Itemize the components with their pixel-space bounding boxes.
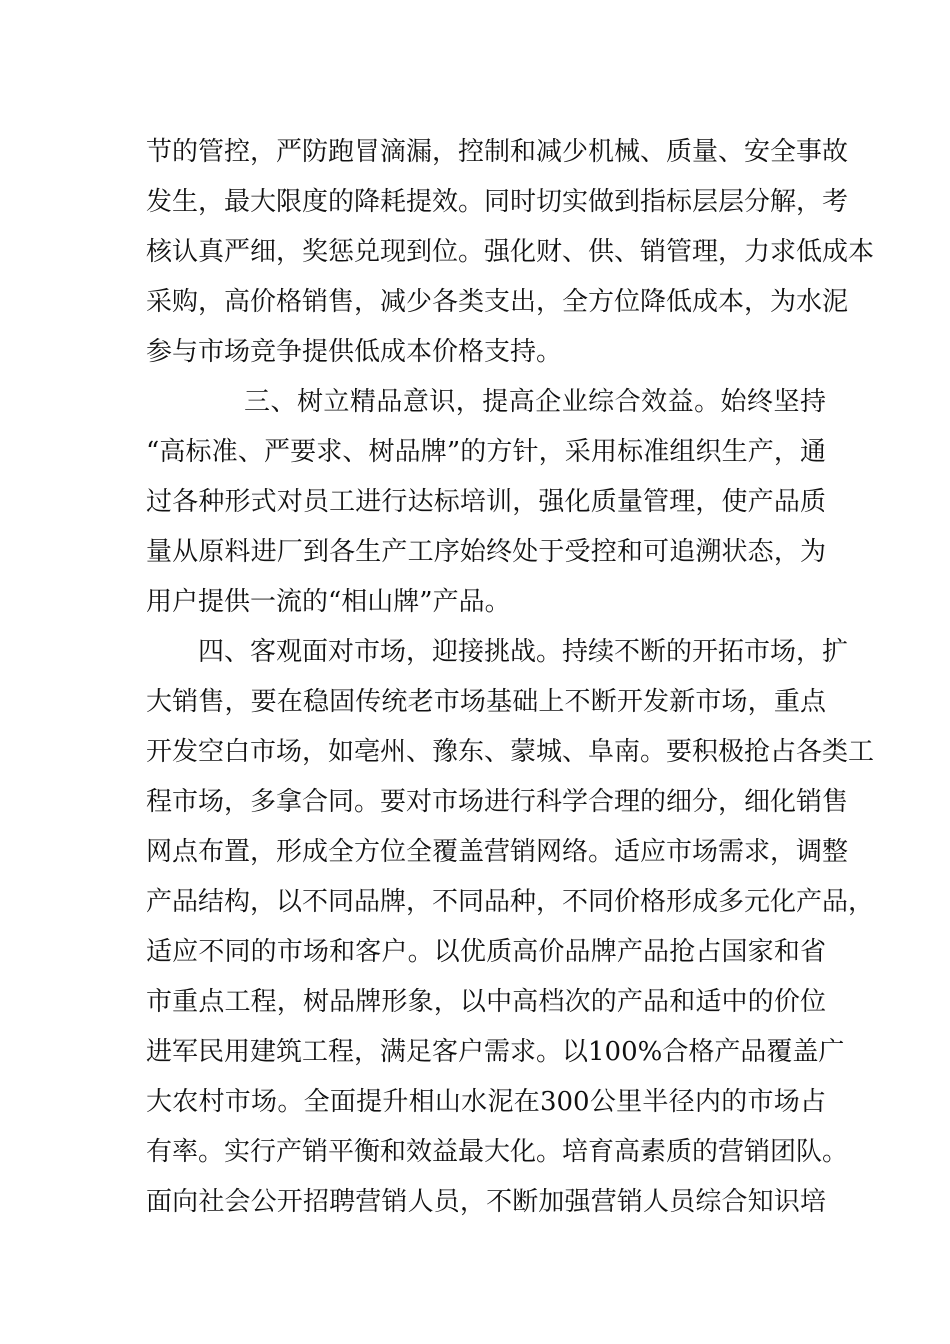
text-line-3: 核认真严细，奖惩兑现到位。强化财、供、销管理，力求低成本: [146, 237, 875, 267]
text-line-8: 过各种形式对员工进行达标培训，强化质量管理，使产品质: [146, 487, 826, 517]
text-line-12: 大销售，要在稳固传统老市场基础上不断开发新市场，重点: [146, 687, 826, 717]
text-line-19: 进军民用建筑工程，满足客户需求。以100%合格产品覆盖广: [146, 1037, 845, 1067]
text-line-18: 市重点工程，树品牌形象，以中高档次的产品和适中的价位: [146, 987, 826, 1017]
text-line-17: 适应不同的市场和客户。以优质高价品牌产品抢占国家和省: [146, 937, 826, 967]
text-line-20: 大农村市场。全面提升相山水泥在300公里半径内的市场占: [146, 1087, 826, 1117]
text-line-15: 网点布置，形成全方位全覆盖营销网络。适应市场需求，调整: [146, 837, 849, 867]
text-line-6: 三、树立精品意识，提高企业综合效益。始终坚持: [244, 387, 826, 417]
text-line-14: 程市场，多拿合同。要对市场进行科学合理的细分，细化销售: [146, 787, 849, 817]
text-line-21: 有率。实行产销平衡和效益最大化。培育高素质的营销团队。: [146, 1137, 849, 1167]
text-line-4: 采购，高价格销售，减少各类支出，全方位降低成本，为水泥: [146, 287, 849, 317]
text-line-1: 节的管控，严防跑冒滴漏，控制和减少机械、质量、安全事故: [146, 137, 849, 167]
text-line-7: “高标准、严要求、树品牌”的方针，采用标准组织生产，通: [146, 437, 826, 467]
text-line-13: 开发空白市场，如亳州、豫东、蒙城、阜南。要积极抢占各类工: [146, 737, 875, 767]
text-line-2: 发生，最大限度的降耗提效。同时切实做到指标层层分解，考: [146, 187, 849, 217]
text-line-5: 参与市场竞争提供低成本价格支持。: [146, 337, 563, 367]
text-line-9: 量从原料进厂到各生产工序始终处于受控和可追溯状态，为: [146, 537, 826, 567]
text-line-10: 用户提供一流的“相山牌”产品。: [146, 587, 511, 617]
text-line-11: 四、客观面对市场，迎接挑战。持续不断的开拓市场，扩: [198, 637, 849, 667]
body-text: [146, 127, 875, 1227]
text-line-22: 面向社会公开招聘营销人员，不断加强营销人员综合知识培: [146, 1187, 826, 1217]
text-line-16: 产品结构，以不同品牌，不同品种，不同价格形成多元化产品，: [146, 887, 875, 917]
